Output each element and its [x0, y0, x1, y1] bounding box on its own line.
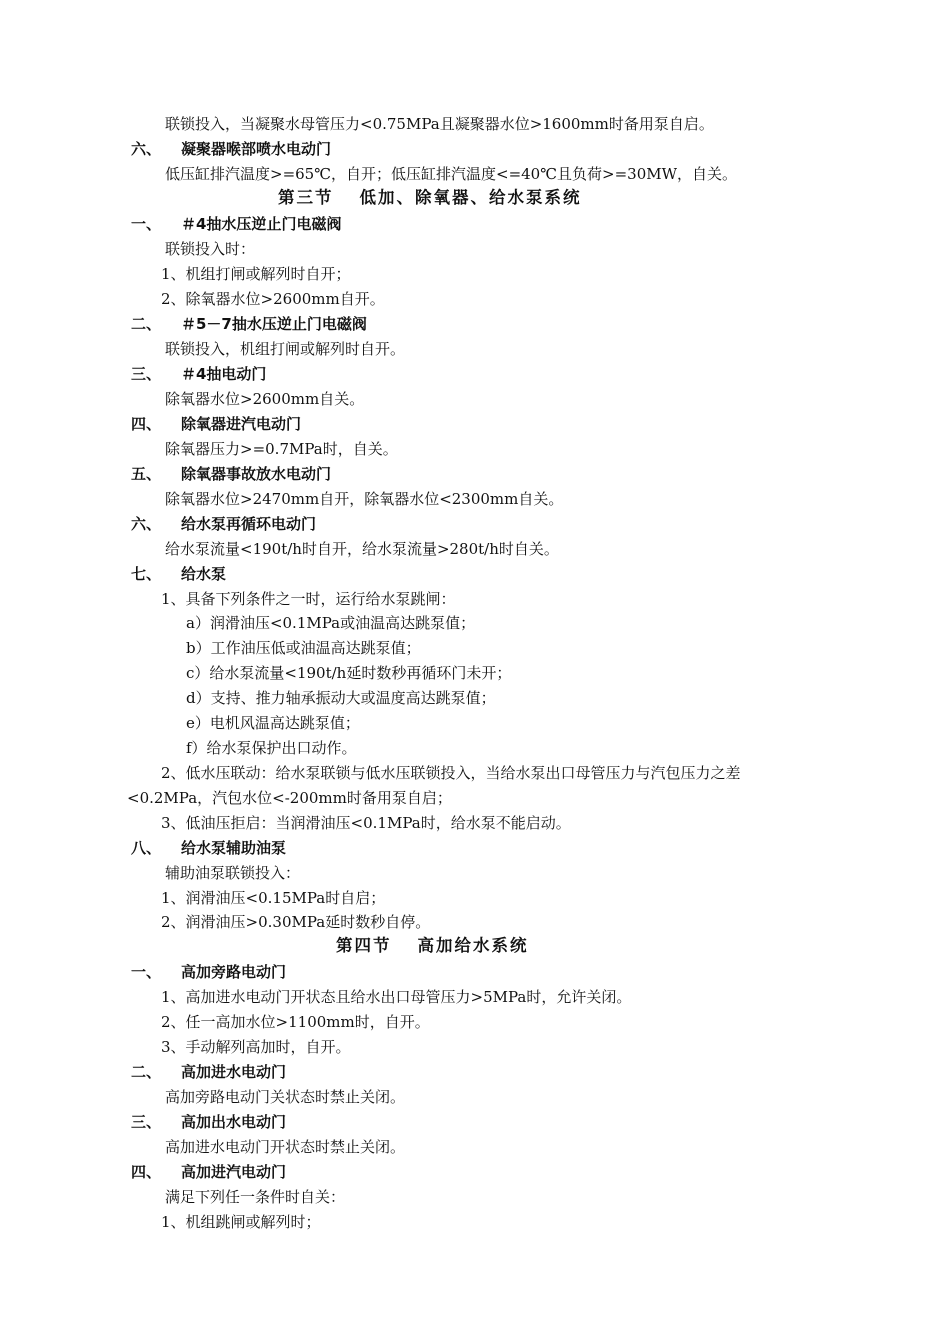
sub-list-item: f）给水泵保护出口动作。: [186, 739, 357, 757]
body-line: 满足下列任一条件时自关：: [165, 1188, 346, 1206]
item-heading: [131, 838, 286, 858]
item-heading: [131, 962, 286, 982]
item-number: 三、: [131, 1113, 162, 1131]
item-number: 一、: [131, 963, 162, 981]
section-heading: [278, 188, 582, 208]
item-heading: [131, 364, 266, 384]
item-title: 凝聚器喉部喷水电动门: [181, 140, 332, 158]
sub-list-item: b）工作油压低或油温高达跳泵值；: [186, 639, 421, 657]
body-line: 联锁投入，机组打闸或解列时自开。: [165, 340, 406, 358]
body-line: 辅助油泵联锁投入：: [165, 864, 301, 882]
body-line: 高加旁路电动门关状态时禁止关闭。: [165, 1088, 406, 1106]
item-number: 八、: [131, 839, 162, 857]
body-line: 除氧器压力>=0.7MPa时，自关。: [165, 440, 398, 458]
item-title: ＃5－7抽水压逆止门电磁阀: [181, 315, 367, 333]
item-number: 七、: [131, 565, 162, 583]
section-heading: [336, 936, 529, 956]
list-item: 1、高加进水电动门开状态且给水出口母管压力>5MPa时，允许关闭。: [161, 988, 632, 1006]
list-item-continuation: <0.2MPa，汽包水位<-200mm时备用泵自启；: [127, 789, 452, 807]
item-heading: [131, 314, 367, 334]
item-number: 二、: [131, 315, 162, 333]
item-heading: [131, 414, 301, 434]
body-line: 给水泵流量<190t/h时自开，给水泵流量>280t/h时自关。: [165, 540, 559, 558]
list-item: 2、任一高加水位>1100mm时，自开。: [161, 1013, 430, 1031]
body-line: 高加进水电动门开状态时禁止关闭。: [165, 1138, 406, 1156]
item-number: 四、: [131, 415, 162, 433]
item-heading: [131, 1062, 286, 1082]
item-title: 高加出水电动门: [181, 1113, 287, 1131]
item-title: ＃4抽电动门: [181, 365, 267, 383]
item-title: ＃4抽水压逆止门电磁阀: [181, 215, 342, 233]
list-item: 2、低水压联动：给水泵联锁与低水压联锁投入，当给水泵出口母管压力与汽包压力之差: [161, 764, 741, 782]
item-title: 高加旁路电动门: [181, 963, 287, 981]
list-item: 3、手动解列高加时，自开。: [161, 1038, 351, 1056]
item-heading: [131, 464, 331, 484]
list-item: 1、具备下列条件之一时，运行给水泵跳闸：: [161, 590, 456, 608]
item-heading: [131, 1162, 286, 1182]
item-title: 高加进汽电动门: [181, 1163, 287, 1181]
item-title: 给水泵再循环电动门: [181, 515, 317, 533]
sub-list-item: c）给水泵流量<190t/h延时数秒再循环门未开；: [186, 664, 512, 682]
body-line: 联锁投入，当凝聚水母管压力<0.75MPa且凝聚器水位>1600mm时备用泵自启。: [165, 115, 714, 133]
item-number: 四、: [131, 1163, 162, 1181]
sub-list-item: d）支持、推力轴承振动大或温度高达跳泵值；: [186, 689, 496, 707]
item-number: 六、: [131, 140, 162, 158]
item-title: 高加进水电动门: [181, 1063, 287, 1081]
item-title: 除氧器进汽电动门: [181, 415, 302, 433]
list-item: 1、机组跳闸或解列时；: [161, 1213, 321, 1231]
item-title: 给水泵辅助油泵: [181, 839, 287, 857]
item-number: 五、: [131, 465, 162, 483]
list-item: 3、低油压拒启：当润滑油压<0.1MPa时，给水泵不能启动。: [161, 814, 571, 832]
sub-list-item: e）电机风温高达跳泵值；: [186, 714, 360, 732]
item-title: 给水泵: [181, 565, 227, 583]
section-title: 高加给水系统: [417, 936, 529, 955]
body-line: 除氧器水位>2470mm自开，除氧器水位<2300mm自关。: [165, 490, 564, 508]
item-heading: [131, 1112, 286, 1132]
body-line: 除氧器水位>2600mm自关。: [165, 390, 365, 408]
section-number: 第四节: [336, 936, 392, 955]
item-heading: [131, 139, 331, 159]
item-number: 三、: [131, 365, 162, 383]
section-title: 低加、除氧器、给水泵系统: [359, 188, 582, 207]
list-item: 1、机组打闸或解列时自开；: [161, 265, 351, 283]
item-heading: [131, 514, 316, 534]
list-item: 2、润滑油压>0.30MPa延时数秒自停。: [161, 913, 431, 931]
body-line: 联锁投入时：: [165, 240, 256, 258]
item-heading: [131, 214, 341, 234]
item-title: 除氧器事故放水电动门: [181, 465, 332, 483]
item-number: 二、: [131, 1063, 162, 1081]
list-item: 2、除氧器水位>2600mm自开。: [161, 290, 385, 308]
sub-list-item: a）润滑油压<0.1MPa或油温高达跳泵值；: [186, 614, 476, 632]
list-item: 1、润滑油压<0.15MPa时自启；: [161, 889, 386, 907]
section-number: 第三节: [278, 188, 334, 207]
body-line: 低压缸排汽温度>=65℃，自开；低压缸排汽温度<=40℃且负荷>=30MW，自关。: [165, 165, 738, 183]
item-number: 六、: [131, 515, 162, 533]
item-number: 一、: [131, 215, 162, 233]
item-heading: [131, 564, 226, 584]
